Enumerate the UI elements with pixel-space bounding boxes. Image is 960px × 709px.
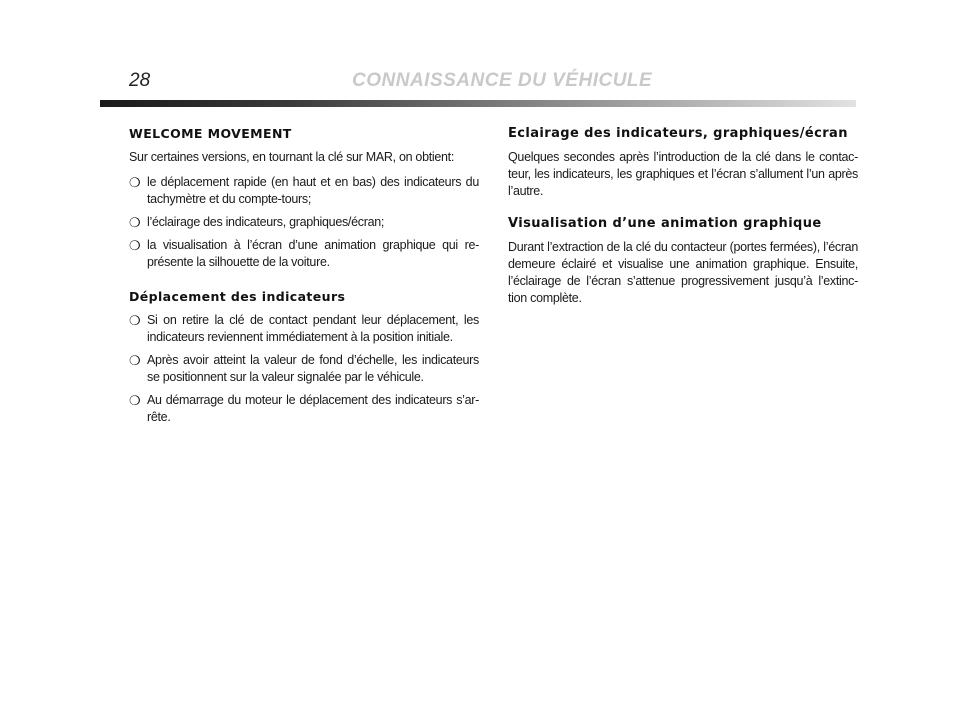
circle-bullet-icon: ❍ bbox=[129, 238, 141, 253]
list-item bbox=[129, 352, 479, 386]
list-item-text: Au démarrage du moteur le déplacement des indicateurs s’ar-rête. bbox=[147, 393, 479, 424]
list-item bbox=[129, 312, 479, 346]
welcome-movement-heading: WELCOME MOVEMENT bbox=[129, 126, 292, 141]
deplacement-bullet-list bbox=[129, 312, 479, 426]
header-rule bbox=[100, 100, 856, 107]
list-item-text: l’éclairage des indicateurs, graphiques/écran; bbox=[147, 215, 385, 229]
animation-heading: Visualisation d’une animation graphique bbox=[508, 216, 822, 231]
list-item bbox=[129, 237, 479, 271]
left-column bbox=[129, 124, 479, 442]
intro-paragraph: Sur certaines versions, en tournant la clé sur MAR, on obtient: bbox=[129, 150, 455, 164]
list-item-text: le déplacement rapide (en haut et en bas) des indicateurs du tachymètre et du compte-tours; bbox=[147, 175, 479, 206]
page-number: 28 bbox=[129, 70, 151, 91]
circle-bullet-icon: ❍ bbox=[129, 353, 141, 368]
right-column bbox=[508, 124, 858, 321]
list-item-text: Si on retire la clé de contact pendant leur déplacement, les indicateurs reviennent immédiatement à la position initiale. bbox=[147, 313, 479, 344]
circle-bullet-icon: ❍ bbox=[129, 175, 141, 190]
eclairage-heading: Eclairage des indicateurs, graphiques/écran bbox=[508, 126, 848, 141]
circle-bullet-icon: ❍ bbox=[129, 313, 141, 328]
list-item bbox=[129, 214, 479, 231]
circle-bullet-icon: ❍ bbox=[129, 215, 141, 230]
list-item bbox=[129, 174, 479, 208]
circle-bullet-icon: ❍ bbox=[129, 393, 141, 408]
list-item-text: Après avoir atteint la valeur de fond d’échelle, les indicateurs se positionnent sur la valeur signalée par le véhicule. bbox=[147, 353, 479, 384]
eclairage-section bbox=[508, 124, 858, 200]
list-item bbox=[129, 392, 479, 426]
deplacement-heading: Déplacement des indicateurs bbox=[129, 289, 346, 304]
welcome-bullet-list bbox=[129, 174, 479, 271]
eclairage-paragraph: Quelques secondes après l’introduction de la clé dans le contac-teur, les indicateurs, les graphiques et l’écran s’allument l’un après l’autre. bbox=[508, 150, 858, 198]
animation-paragraph: Durant l’extraction de la clé du contacteur (portes fermées), l’écran demeure éclairé et visualise une animation graphique. Ensuite, l’éclairage de l’écran s’attenue progressivement jusqu’à l’extinc-tion complète. bbox=[508, 240, 858, 305]
section-title: CONNAISSANCE DU VÉHICULE bbox=[352, 70, 653, 91]
animation-section bbox=[508, 214, 858, 307]
list-item-text: la visualisation à l’écran d’une animation graphique qui re-présente la silhouette de la voiture. bbox=[147, 238, 479, 269]
